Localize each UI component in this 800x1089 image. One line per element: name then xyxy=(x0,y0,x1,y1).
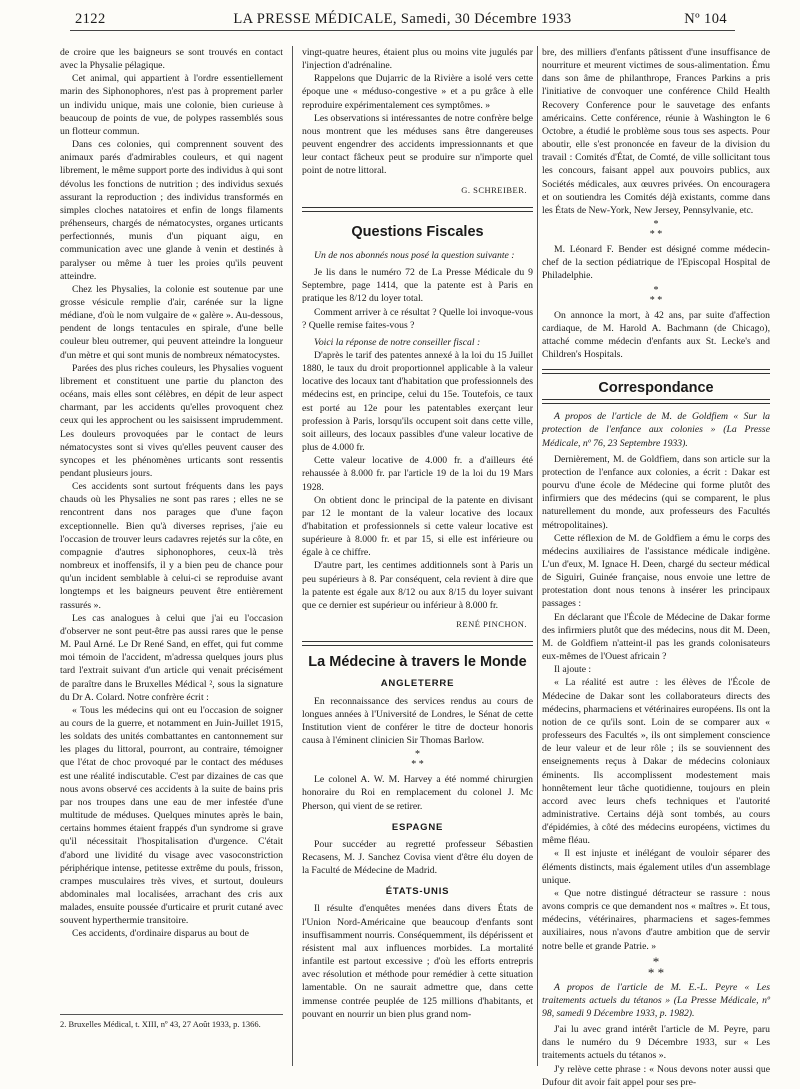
paragraph: Rappelons que Dujarric de la Rivière a isolé vers cette époque une « méduso-congestive » et a pu grâce à elle reproduire expérimentalement ces symptômes. » xyxy=(302,73,533,111)
page-header xyxy=(70,8,735,31)
paragraph: Chez les Physalies, la colonie est soutenue par une grosse vésicule remplie d'air, carénée sur la ligne médiane, d'où le nom vulgaire de « galère ». Au-dessous, pendent de longs tentacules en spirale, d'une belle couleur bleu outremer, qui peuvent atteindre la longueur d'un mètre et qui sont munis de nombreux nématocystes. xyxy=(60,283,283,361)
paragraph: « La réalité est autre : les élèves de l'École de Médecine de Dakar sont les collaborateurs directs des médecins, pharmaciens et vétérinaires européens. Ils ont la notion de ce qu'ils sont. Loin de se comparer aux « professeurs des Facultés », ils ont simplement conscience de leur valeur et de leur rôle ; ils se souviennent des enseignements reçus à Dakar de médecins coloniaux éminents. Ils accomplissent modestement mais honnêtement leur tâche quotidienne, toujours en plein accord avec leurs chefs techniques et l'autorité administrative. Certains déjà sont tombés, au cours d'épidémies, à côté des médecins européens, victimes du même fléau. xyxy=(542,677,770,847)
reference: A propos de l'article de M. de Goldfiem « Sur la protection de l'enfance aux colonies » (La Presse Médicale, nº 76, 23 Septembre 1933). xyxy=(542,411,770,449)
paragraph: Le colonel A. W. M. Harvey a été nommé chirurgien honoraire du Roi en remplacement du colonel J. Mc Pherson, qui vient de se retirer. xyxy=(302,774,533,812)
separator-stars: * * * xyxy=(647,953,665,980)
paragraph: M. Léonard F. Bender est désigné comme médecin-chef de la section pédiatrique de l'Episcopal Hospital de Philadelphie. xyxy=(542,244,770,282)
separator-stars: * * * xyxy=(411,749,424,771)
paragraph: Ces accidents sont surtout fréquents dans les pays chauds où les Physalies ne sont pas rares ; elles ne se rencontrent dans nos parages que d'une façon exceptionnelle. Bien qu'à diverses reprises, j'aie eu l'occasion de trouver leurs cadavres rejetés sur la côte, en compagnie d'autres siphonophores, ceux-là très nombreux et inoffensifs, il y a bien peu de chance pour qu'un incident semblable à celui-ci se reproduise avant longtemps et les baigneurs peuvent être entièrement rassurés ». xyxy=(60,481,283,611)
paragraph: « Tous les médecins qui ont eu l'occasion de soigner au cours de la guerre, et notamment en Juin-Juillet 1915, les soldats des unités combattantes en cantonnement sur les plages du littoral, pourront, au contraire, témoigner que l'état de choc provoqué par le contact des méduses est une réalité indiscutable. C'est par dizaines de cas que nous avons observé ces accidents à la suite de bains pris par nos troupes dans une eau de mer infestée d'une multitude de méduses. Quelques minutes après le bain, certains hommes étaient frappés d'un syndrome si grave qu'il nécessitait l'hospitalisation d'urgence. C'était d'abord une lividité du visage avec vasoconstriction périphérique intense, petitesse extrême du pouls, frisson, crampes musculaires très vives, et surtout, douleurs abdominales mal localisées, arrachant des cris aux malades, ensuite poussée d'urticaire et prurit cutané avec souvent hyperthermie transitoire. xyxy=(60,704,283,927)
separator-stars: * * * xyxy=(649,284,663,306)
section-title: Questions Fiscales xyxy=(351,223,484,240)
paragraph: D'après le tarif des patentes annexé à la loi du 15 Juillet 1880, le taux du droit proportionnel applicable à la valeur locative des locaux tant d'habitation que professionnels des médecins est, en principe, celui du 15e. Toutefois, ce taux est porté au 12e pour les patentables exerçant leur profession à Paris, lorsqu'ils occupent soit dans cette ville, soit ailleurs, des locaux passibles d'une valeur locative de plus de 4.000 fr. xyxy=(302,349,533,454)
reference: A propos de l'article de M. E.-L. Peyre « Les traitements actuels du tétanos » (La Presse Médicale, nº 98, samedi 9 Décembre 1933, p. 1982). xyxy=(542,981,770,1019)
divider xyxy=(542,369,770,374)
subsection-title: ESPAGNE xyxy=(391,821,444,833)
paragraph: Cet animal, qui appartient à l'ordre essentiellement marin des Siphonophores, n'est pas à proprement parler un individu unique, mais une colonie, bien curieuse à beaucoup de points de vue, de polypes rassemblés sous un flotteur commun. xyxy=(60,73,283,137)
paragraph: Cette valeur locative de 4.000 fr. a d'ailleurs été rehaussée à 8.000 fr. par l'article 19 de la loi du 19 Mars 1928. xyxy=(302,455,533,493)
column-rule xyxy=(537,46,538,1066)
paragraph: J'ai lu avec grand intérêt l'article de M. Peyre, paru dans le numéro du 9 Décembre 1933, sur « Les traitements actuels du tétanos ». xyxy=(542,1024,770,1062)
divider xyxy=(302,641,533,646)
section-title: Correspondance xyxy=(598,380,714,397)
paragraph: vingt-quatre heures, étaient plus ou moins vite jugulés par l'injection d'adrénaline. xyxy=(302,47,533,72)
signature: G. SCHREIBER. xyxy=(461,184,527,195)
paragraph: Parées des plus riches couleurs, les Physalies voguent librement et constituent une partie du plancton des océans, mais elles sont célèbres, en dépit de leur aspect charmant, par les accidents qu'elles provoquent chez ceux qui les approchent ou les saisissent imprudemment. Les douleurs provoquées par le contact de leurs nématocystes sont si vives qu'elles peuvent causer des syncopes et les phénomènes urticants sont ressentis pendant plusieurs jours. xyxy=(60,362,283,479)
paragraph: « Il est injuste et inélégant de vouloir séparer des éléments distincts, mais également utiles d'un assemblage unique. xyxy=(542,848,770,886)
subsection-title: ANGLETERRE xyxy=(380,678,455,690)
subsection-title: ÉTATS-UNIS xyxy=(385,886,450,898)
paragraph: Un de nos abonnés nous posé la question suivante : xyxy=(314,249,515,261)
paragraph: Voici la réponse de notre conseiller fiscal : xyxy=(314,336,481,348)
paragraph: Dans ces colonies, qui comprennent souvent des animaux parés d'admirables couleurs, et qui nagent librement, le même support porte des individus à qui sont dévolus les fonctions de nutrition ; des individus sexués assurant la reproduction ; des individus transformés en simples cloches natatoires et enfin de longs filaments préhenseurs, chargés de nématocystes, organes urticants perfectionnés, munis d'un piquant aigu, en communication avec une glande à venin et destinés à paralyser ou même à tuer les proies qu'ils peuvent atteindre. xyxy=(60,139,283,282)
section-title: La Médecine à travers le Monde xyxy=(308,654,527,671)
paragraph: Pour succéder au regretté professeur Sébastien Recasens, M. J. Sanchez Covisa vient d'être élu doyen de la Faculté de Médecine de Madrid. xyxy=(302,838,533,877)
paragraph: J'y relève cette phrase : « Nous devons noter aussi que Dufour dit avoir fait appel pour ses pre- xyxy=(542,1063,770,1088)
paragraph: On obtient donc le principal de la patente en divisant par 12 le montant de la valeur locative des locaux d'habitation et professionnels si cette valeur locative est supérieure à 8.000 fr. et par 15, si elle est inférieure ou égale à ce chiffre. xyxy=(302,494,533,559)
paragraph: Cette réflexion de M. de Goldfiem a ému le corps des médecins auxiliaires de l'assistance médicale indigène. L'un d'eux, M. Ignace H. Deen, chargé du secteur médical de Siguiri, Guinée française, nous envoie une lettre de protestation dont nous tenons à insérer les principaux passages : xyxy=(542,532,770,610)
paragraph: D'autre part, les centimes additionnels sont à Paris un peu supérieurs à 8. Par conséquent, cela revient à dire que la patente est égale aux 8/12 ou aux 8/15 du loyer suivant que ce dernier est supérieur ou inférieur à 8.000 fr. xyxy=(302,560,533,611)
paragraph: En déclarant que l'École de Médecine de Dakar forme des infirmiers plutôt que des médecins, nous dit M. Deen, M. de Goldfiem n'atteint-il pas les grands colonisateurs eux-mêmes de l'Ouest africain ? xyxy=(542,611,770,663)
paragraph: Ces accidents, d'ordinaire disparus au bout de xyxy=(72,928,249,940)
separator-stars: * * * xyxy=(649,219,663,241)
paragraph: Les observations si intéressantes de notre confrère belge nous montrent que les méduses sans être dangereuses peuvent engendrer des accidents impressionnants et que leur contact fâcheux peut se produire sur n'importe quel point de notre littoral. xyxy=(302,112,533,177)
divider xyxy=(302,207,533,212)
column-2 xyxy=(302,46,533,1021)
page-number: 2122 xyxy=(75,11,106,27)
paragraph: Il ajoute : xyxy=(554,664,592,676)
paragraph: Je lis dans le numéro 72 de La Presse Médicale du 9 Septembre, page 1414, que la patente est à Paris en pratique les 8/12 du loyer total. xyxy=(302,267,533,305)
divider xyxy=(542,399,770,404)
paragraph: bre, des milliers d'enfants pâtissent d'une insuffisance de nourriture et meurent victimes de sous-alimentation. Ému dans son âme de philanthrope, Frances Parkins a pris l'initiative de convoquer une conférence Child Health Recovery Conference pour le sauvetage des enfants américains. Cette conférence, réunie à Washington le 6 Octobre, a étudié le problème sous tous ses aspects. Pour aboutir, elle s'est prononcée en faveur de la division du travail : Comités d'État, de Comté, de ville sollicitant tous les concours, faisant appel aux pouvoirs publics, aux Sociétés médicales, aux œuvres privées. On encouragera et on soutiendra les Comités déjà existants, comme dans les États de New-York, New Jersey, Pennsylvanie, etc. xyxy=(542,47,770,216)
paragraph: « Que notre distingué détracteur se rassure : nous avons compris ce que demandent nos « maîtres ». Et tous, médecins, vétérinaires, pharmaciens et sages-femmes auxiliaires, nous n'avons d'autre ambition que de servir notre belle et grande Patrie. » xyxy=(542,887,770,952)
column-1 xyxy=(60,46,283,941)
paragraph: Comment arriver à ce résultat ? Quelle loi invoque-vous ? Quelle remise faites-vous ? xyxy=(302,306,533,331)
paragraph: On annonce la mort, à 42 ans, par suite d'affection cardiaque, de M. Harold A. Bachmann (de Chicago), attaché comme médecin d'enfants aux St. Lecke's and Children's Hospitals. xyxy=(542,309,770,360)
paragraph: Les cas analogues à celui que j'ai eu l'occasion d'observer ne sont peut-être pas aussi rares que le pense M. Paul Arné. Le Dr René Sand, en effet, qui fut comme moi témoin de l'accident, m'adressa quelques jours plus tard l'extrait suivant d'un article qui venait précisément de paraître dans le Bruxelles Médical ², sous la signature du Dr A. Colard. Notre confrère écrit : xyxy=(60,612,283,703)
paragraph: de croire que les baigneurs se sont trouvés en contact avec la Physalie pélagique. xyxy=(60,47,283,72)
footnote: 2. Bruxelles Médical, t. XIII, nº 43, 27 Août 1933, p. 1366. xyxy=(60,1014,283,1030)
paragraph: Il résulte d'enquêtes menées dans divers États de l'Union Nord-Américaine que beaucoup d'enfants sont insuffisamment nourris. Conséquemment, ils dépérissent et résistent mal aux influences morbides. La mortalité infantile est partout excessive ; d'où les efforts entrepris avec résolution et méthode pour remédier à cette situation lamentable. On ne saurait admettre que, dans cette immense contrée peuplée de 125 millions d'habitants, et pouvant en nourrir un bien plus grand nom- xyxy=(302,903,533,1020)
journal-title: LA PRESSE MÉDICALE, Samedi, 30 Décembre 1933 xyxy=(233,11,572,27)
column-3 xyxy=(542,46,770,1089)
issue-number: Nº 104 xyxy=(684,11,727,27)
column-rule xyxy=(292,46,293,1066)
paragraph: Dernièrement, M. de Goldfiem, dans son article sur la protection de l'enfance aux colonies, a écrit : Dakar est pourvu d'une école de Médecine qui forme plutôt des infirmiers que des médecins (qui se comparent, le plus naturellement du monde, aux professeurs des Facultés métropolitaines). xyxy=(542,453,770,531)
paragraph: En reconnaissance des services rendus au cours de longues années à l'Université de Londres, le Sénat de cette Institution vient de conférer le titre de docteur honoris causa à l'éminent clinicien Sir Thomas Barlow. xyxy=(302,695,533,747)
signature: RENÉ PINCHON. xyxy=(456,619,527,630)
